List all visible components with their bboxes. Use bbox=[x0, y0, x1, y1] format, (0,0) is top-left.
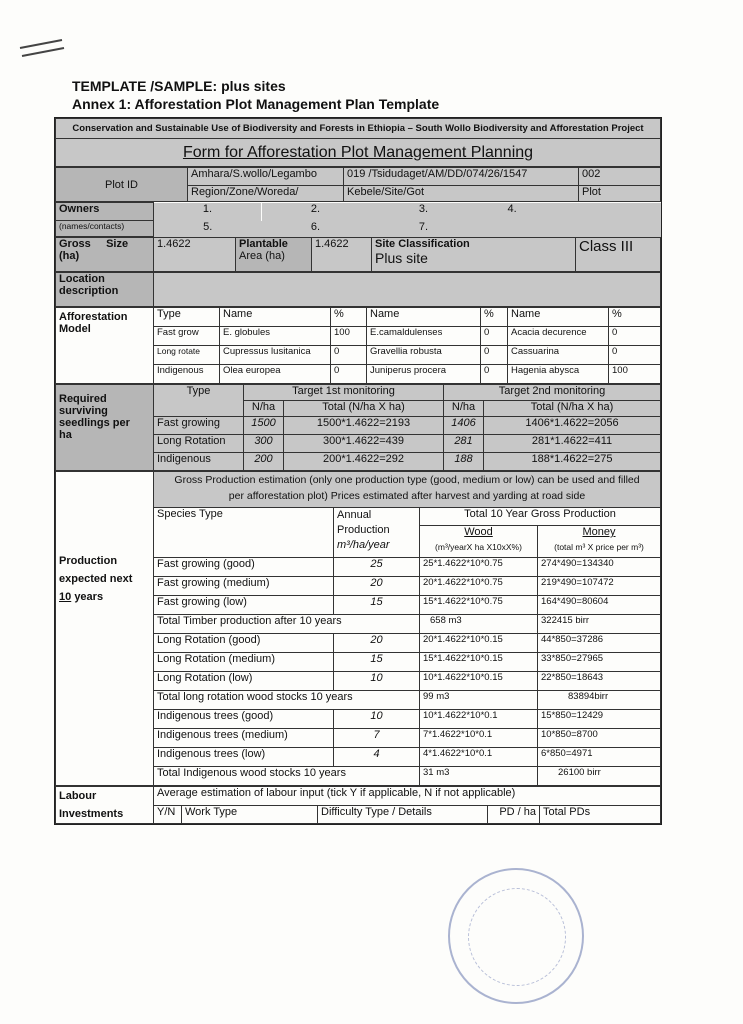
annual-production-header: Annual Production m³/ha/year bbox=[334, 508, 420, 558]
site-classification: Site Classification Plus site bbox=[372, 238, 576, 272]
project-table bbox=[55, 118, 661, 167]
location-label: Location description bbox=[56, 273, 154, 307]
plot-location-value[interactable]: Amhara/S.wollo/Legambo bbox=[188, 168, 344, 186]
afforestation-table bbox=[55, 307, 661, 384]
total-long-rotation-label: Total long rotation wood stocks 10 years bbox=[154, 691, 420, 710]
project-title: Conservation and Sustainable Use of Biodiversity and Forests in Ethiopia – South Wollo Biodiversity and Afforestation Project bbox=[56, 119, 661, 139]
required-seedlings-label: Required surviving seedlings per ha bbox=[56, 385, 154, 471]
gross-size-label: Gross Size (ha) bbox=[56, 238, 154, 272]
stamp-inner-ring bbox=[468, 888, 566, 986]
site-class-value[interactable]: Plus site bbox=[375, 250, 428, 266]
owner-4[interactable]: 4. bbox=[478, 203, 662, 221]
table-row: Long Rotation 300 300*1.4622=439 281 281*1.4622=411 bbox=[56, 435, 661, 453]
form-title: Form for Afforestation Plot Management Planning bbox=[56, 139, 661, 167]
total-indigenous-money[interactable]: 26100 birr bbox=[538, 767, 661, 786]
table-row: Fast growing (medium) 20 20*1.4622*10*0.75 219*490=107472 bbox=[56, 577, 661, 596]
gross-size-table bbox=[55, 237, 661, 272]
plot-kebele-caption: Kebele/Site/Got bbox=[344, 186, 579, 202]
total-long-rotation-wood[interactable]: 99 m3 bbox=[420, 691, 538, 710]
wood-header: Wood bbox=[420, 526, 538, 542]
owner-3[interactable]: 3. bbox=[370, 203, 478, 221]
labour-intro: Average estimation of labour input (tick Y if applicable, N if not applicable) bbox=[154, 787, 661, 806]
labour-label: Labour Investments bbox=[56, 787, 154, 824]
plot-number-caption: Plot bbox=[579, 186, 661, 202]
total-indigenous-wood[interactable]: 31 m3 bbox=[420, 767, 538, 786]
aff-header-name2: Name bbox=[367, 308, 481, 327]
plot-number-value[interactable]: 002 bbox=[579, 168, 661, 186]
table-row: Long Rotation (good) 20 20*1.4622*10*0.15 44*850=37286 bbox=[56, 634, 661, 653]
class-value[interactable]: Class III bbox=[576, 238, 661, 272]
labour-header-yn: Y/N bbox=[154, 805, 182, 824]
table-row: Long Rotation (medium) 15 15*1.4622*10*0.15 33*850=27965 bbox=[56, 653, 661, 672]
owner-7[interactable]: 7. bbox=[370, 221, 478, 237]
required-seedlings-table: Required surviving seedlings per ha Type Target 1st monitoring Target 2nd monitoring N/ha Total (N/ha X ha) N/ha Total (N/ha X ha) Fast growing 1500 1500*1.4622=2193 1406 1406*1.4622=2056 Long Rotation 300 300*1.4622=439 281 281*1.4622=411 Indigenous 200 200*1.4622=292 188 188*1.4622=275 bbox=[55, 384, 661, 471]
aff-header-name1: Name bbox=[220, 308, 331, 327]
table-row: Fast growing 1500 1500*1.4622=2193 1406 1406*1.4622=2056 bbox=[56, 417, 661, 435]
owner-1[interactable]: 1. bbox=[154, 203, 262, 221]
owner-2[interactable]: 2. bbox=[262, 203, 370, 221]
table-row: Long rotate Cupressus lusitanica 0 Gravellia robusta 0 Cassuarina 0 bbox=[56, 346, 661, 365]
aff-header-pct3: % bbox=[609, 308, 661, 327]
aff-header-type: Type bbox=[154, 308, 220, 327]
req-target1-header: Target 1st monitoring bbox=[244, 385, 444, 401]
plot-location-caption: Region/Zone/Woreda/ bbox=[188, 186, 344, 202]
total-long-rotation-money[interactable]: 83894birr bbox=[538, 691, 661, 710]
production-table: Production expected next 10 years Gross Production estimation (only one production type (good, medium or low) can be used and filled per afforestation plot) Prices estimated after harvest and yarding at road side Species Type Annual Production m³/ha/year Total 10 Year Gross Production Wood Money (m³/yearX ha X10xX%) (total m³ X price per m³) Fast growing (good) 25 25*1.4622*10*0.75 274*490=134340 Fast growing (medium) 20 20*1.4622*10*0.75 219*490=107472 Fast growing (low) 15 15*1.4622*10*0.75 164*490=80604 Total Timber production after 10 years 658 m3 322415 birr Long Rotation (good) 20 20*1.4622*10*0.15 44*850=37286 Long Rotation (medium) 15 15*1.4622*10*0.15 33*850=27965 Long Rotation (low) 10 10*1.4622*10*0.15 22*850=18643 Total long rotation wood stocks 10 years 99 m3 83894birr Indigenous trees (good) 10 10*1.4622*10*0.1 15*850=12429 Indigenous trees (medium) 7 7*1.4622*10*0.1 10*850=8700 Indigenous trees (low) 4 4*1.4622*10*0.1 6*850=4971 Total Indigenous wood stocks 10 years 31 m3 26100 birr bbox=[55, 471, 661, 786]
labour-header-work-type: Work Type bbox=[182, 805, 318, 824]
management-plan-form bbox=[54, 117, 662, 825]
money-header: Money bbox=[538, 526, 661, 542]
location-description-field[interactable] bbox=[154, 273, 661, 307]
table-row: Indigenous trees (low) 4 4*1.4622*10*0.1 6*850=4971 bbox=[56, 748, 661, 767]
total-timber-wood[interactable]: 658 m3 bbox=[420, 615, 538, 634]
table-row: Fast growing (low) 15 15*1.4622*10*0.75 164*490=80604 bbox=[56, 596, 661, 615]
req-type-header: Type bbox=[154, 385, 244, 417]
table-row: Indigenous 200 200*1.4622=292 188 188*1.4622=275 bbox=[56, 453, 661, 471]
production-label: Production expected next 10 years bbox=[56, 472, 154, 786]
owners-label: Owners bbox=[56, 203, 154, 221]
plantable-area-value[interactable]: 1.4622 bbox=[312, 238, 372, 272]
total-indigenous-label: Total Indigenous wood stocks 10 years bbox=[154, 767, 420, 786]
official-stamp bbox=[448, 868, 584, 1004]
table-row: Indigenous Olea europea 0 Juniperus procera 0 Hagenia abysca 100 bbox=[56, 365, 661, 384]
table-row: Long Rotation (low) 10 10*1.4622*10*0.15 22*850=18643 bbox=[56, 672, 661, 691]
table-row: Fast growing (good) 25 25*1.4622*10*0.75 274*490=134340 bbox=[56, 558, 661, 577]
owners-table bbox=[55, 202, 661, 237]
species-type-header: Species Type bbox=[154, 508, 334, 558]
template-heading: TEMPLATE /SAMPLE: plus sites bbox=[72, 78, 286, 94]
annex-heading: Annex 1: Afforestation Plot Management Plan Template bbox=[72, 96, 440, 112]
owner-6[interactable]: 6. bbox=[262, 221, 370, 237]
labour-header-total-pd: Total PDs bbox=[540, 805, 661, 824]
aff-header-name3: Name bbox=[508, 308, 609, 327]
aff-header-pct1: % bbox=[331, 308, 367, 327]
plantable-area-label: Plantable Area (ha) bbox=[236, 238, 312, 272]
labour-header-pd: PD / ha bbox=[488, 805, 540, 824]
labour-table bbox=[55, 786, 661, 824]
gross-size-value[interactable]: 1.4622 bbox=[154, 238, 236, 272]
plot-id-label: Plot ID bbox=[56, 168, 188, 202]
production-intro: Gross Production estimation (only one production type (good, medium or low) can be used and filled per afforestation plot) Prices estimated after harvest and yarding at road side bbox=[154, 472, 661, 508]
labour-header-difficulty: Difficulty Type / Details bbox=[318, 805, 488, 824]
pen-scribble-mark bbox=[18, 36, 68, 60]
owners-sublabel: (names/contacts) bbox=[56, 221, 154, 237]
plot-id-table bbox=[55, 167, 661, 202]
total-timber-money[interactable]: 322415 birr bbox=[538, 615, 661, 634]
req-target2-header: Target 2nd monitoring bbox=[444, 385, 661, 401]
total-timber-label: Total Timber production after 10 years bbox=[154, 615, 420, 634]
total-10-year-header: Total 10 Year Gross Production bbox=[420, 508, 661, 526]
table-row: Fast grow E. globules 100 E.camaldulenses 0 Acacia decurence 0 bbox=[56, 327, 661, 346]
afforestation-label: Afforestation Model bbox=[56, 308, 154, 384]
aff-header-pct2: % bbox=[481, 308, 508, 327]
table-row: Indigenous trees (good) 10 10*1.4622*10*0.1 15*850=12429 bbox=[56, 710, 661, 729]
owner-5[interactable]: 5. bbox=[154, 221, 262, 237]
plot-kebele-value[interactable]: 019 /Tsidudaget/AM/DD/074/26/1547 bbox=[344, 168, 579, 186]
table-row: Indigenous trees (medium) 7 7*1.4622*10*0.1 10*850=8700 bbox=[56, 729, 661, 748]
location-table bbox=[55, 272, 661, 307]
